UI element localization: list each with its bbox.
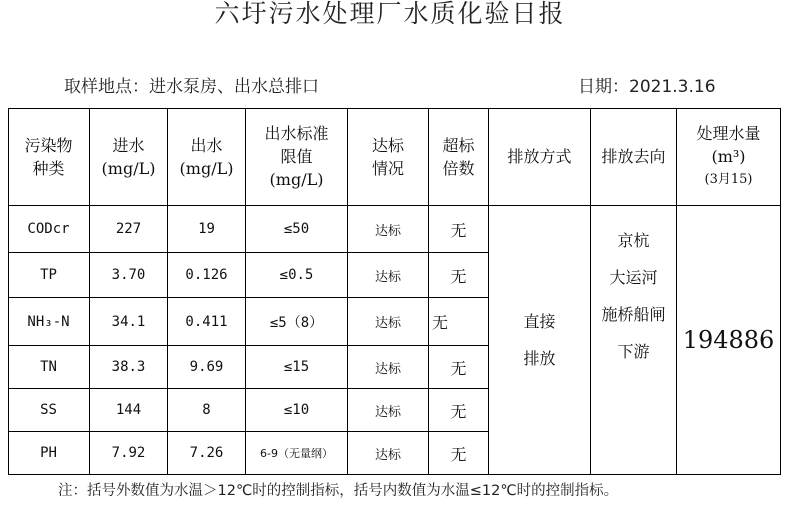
row-3-effluent: 0.411 xyxy=(168,298,246,346)
discharge-method-line1: 直接 xyxy=(523,312,556,331)
row-4-limit: ≤15 xyxy=(246,346,348,389)
row-3-exceed: 无 xyxy=(429,298,489,346)
row-4-influent: 38.3 xyxy=(90,346,168,389)
discharge-dest-line1: 京杭 xyxy=(617,231,650,250)
row-1-effluent: 19 xyxy=(168,206,246,253)
row-1-influent: 227 xyxy=(90,206,168,253)
row-1-exceed: 无 xyxy=(429,206,489,253)
row-5-influent: 144 xyxy=(90,389,168,432)
merged-discharge-method xyxy=(489,206,591,475)
header-limit-line1: 出水标准 xyxy=(264,124,329,143)
row-5-status: 达标 xyxy=(348,389,429,432)
row-3-influent: 34.1 xyxy=(90,298,168,346)
row-1-status: 达标 xyxy=(348,206,429,253)
row-2-pollutant: TP xyxy=(8,253,90,298)
report-title: 六圩污水处理厂水质化验日报 xyxy=(214,0,566,28)
row-3-pollutant: NH₃-N xyxy=(8,298,90,346)
row-6-exceed: 无 xyxy=(429,432,489,475)
header-volume-line3: (3月15) xyxy=(704,172,753,187)
header-influent-line1: 进水 xyxy=(112,135,145,155)
row-1-pollutant: CODcr xyxy=(8,206,90,253)
row-5-pollutant: SS xyxy=(8,389,90,432)
footnote: 注：括号外数值为水温＞12℃时的控制指标，括号内数值为水温≤12℃时的控制指标。 xyxy=(58,483,619,499)
row-1-limit: ≤50 xyxy=(246,206,348,253)
row-5-exceed: 无 xyxy=(429,389,489,432)
header-discharge-dest-label: 排放去向 xyxy=(601,147,666,166)
header-exceed-line2: 倍数 xyxy=(442,158,475,178)
row-4-pollutant: TN xyxy=(8,346,90,389)
merged-discharge-dest xyxy=(591,206,677,475)
header-pollutant-line2: 种类 xyxy=(32,158,65,178)
header-limit-line2: 限值 xyxy=(280,147,313,166)
header-influent xyxy=(90,108,168,206)
row-2-status: 达标 xyxy=(348,253,429,298)
row-6-effluent: 7.26 xyxy=(168,432,246,475)
row-2-effluent: 0.126 xyxy=(168,253,246,298)
header-pollutant xyxy=(8,108,90,206)
row-2-exceed: 无 xyxy=(429,253,489,298)
row-2-limit: ≤0.5 xyxy=(246,253,348,298)
header-pollutant-line1: 污染物 xyxy=(24,135,73,155)
header-status-line1: 达标 xyxy=(371,135,404,155)
discharge-dest-line3: 施桥船闸 xyxy=(601,305,666,324)
merged-volume: 194886 xyxy=(677,206,781,475)
header-limit xyxy=(246,108,348,206)
header-effluent-line2: (mg/L) xyxy=(179,158,234,178)
row-5-effluent: 8 xyxy=(168,389,246,432)
header-effluent xyxy=(168,108,246,206)
header-effluent-line1: 出水 xyxy=(190,135,223,155)
header-volume xyxy=(677,108,781,206)
sampling-point: 取样地点：进水泵房、出水总排口 xyxy=(64,77,319,97)
header-status xyxy=(348,108,429,206)
row-5-limit: ≤10 xyxy=(246,389,348,432)
row-4-exceed: 无 xyxy=(429,346,489,389)
row-3-status: 达标 xyxy=(348,298,429,346)
header-exceed xyxy=(429,108,489,206)
header-limit-line3: (mg/L) xyxy=(269,170,324,189)
header-status-line2: 情况 xyxy=(371,158,404,178)
header-discharge-method xyxy=(489,108,591,206)
header-volume-line2: (m³) xyxy=(711,147,746,166)
row-6-influent: 7.92 xyxy=(90,432,168,475)
header-discharge-dest xyxy=(591,108,677,206)
water-quality-table xyxy=(8,108,781,475)
row-6-pollutant: PH xyxy=(8,432,90,475)
row-2-influent: 3.70 xyxy=(90,253,168,298)
discharge-method-line2: 排放 xyxy=(523,349,556,368)
report-date: 日期：2021.3.16 xyxy=(578,77,716,97)
row-6-status: 达标 xyxy=(348,432,429,475)
header-discharge-method-label: 排放方式 xyxy=(507,147,572,166)
row-4-effluent: 9.69 xyxy=(168,346,246,389)
discharge-dest-line2: 大运河 xyxy=(609,268,658,287)
header-volume-line1: 处理水量 xyxy=(696,124,761,143)
row-4-status: 达标 xyxy=(348,346,429,389)
row-3-limit: ≤5（8） xyxy=(246,298,348,346)
header-influent-line2: (mg/L) xyxy=(101,158,156,178)
discharge-dest-line4: 下游 xyxy=(617,342,650,361)
header-exceed-line1: 超标 xyxy=(442,135,475,155)
row-6-limit: 6-9（无量纲） xyxy=(246,432,348,475)
